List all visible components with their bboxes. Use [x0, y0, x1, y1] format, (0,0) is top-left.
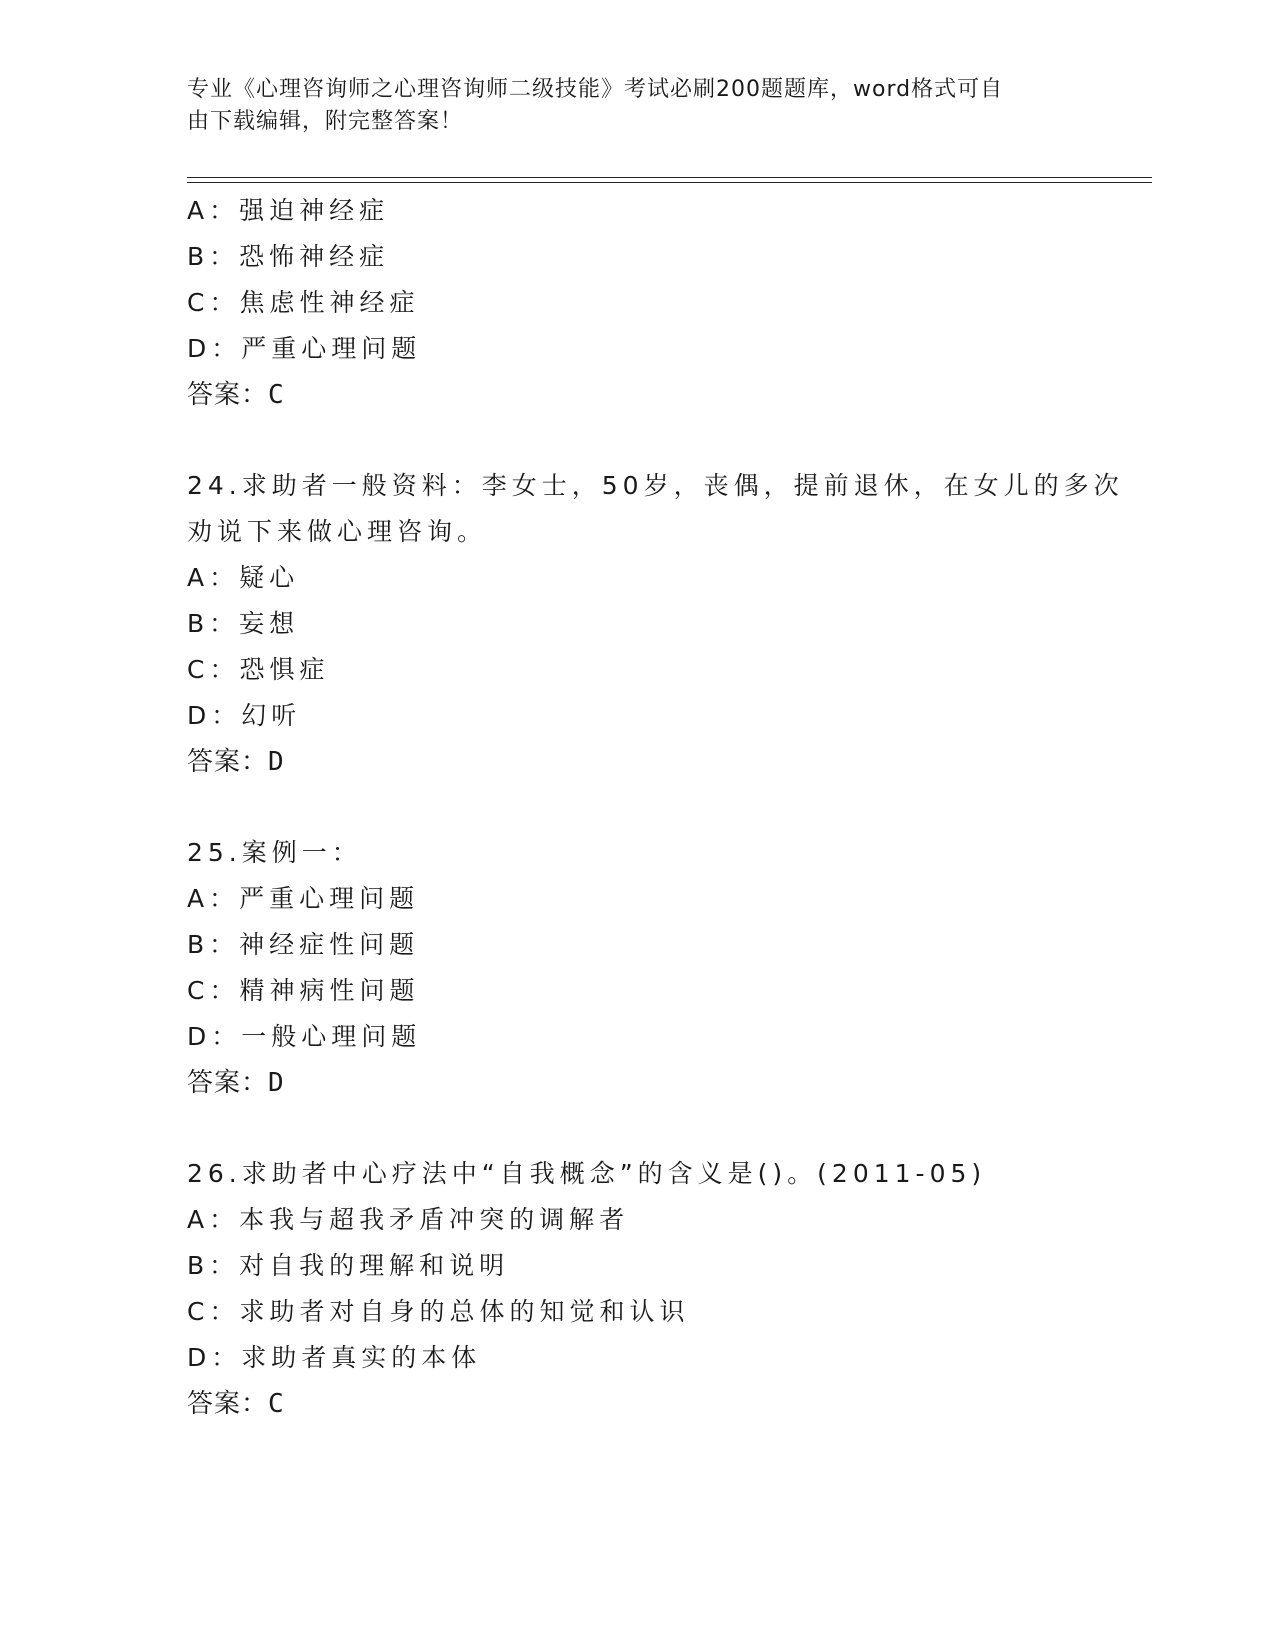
answer-line	[187, 1381, 1147, 1427]
header-line-2: 由下载编辑，附完整答案！	[187, 109, 464, 134]
answer-value: C	[268, 1389, 285, 1419]
option-a: A：疑心	[187, 563, 300, 592]
answer-label: 答案：	[187, 1068, 269, 1098]
option-a: A：本我与超我矛盾冲突的调解者	[187, 1205, 630, 1234]
answer-value: C	[268, 380, 285, 410]
option-b: B：妄想	[187, 609, 300, 638]
option-a: A：强迫神经症	[187, 196, 390, 225]
answer-label: 答案：	[187, 1389, 269, 1419]
document-header	[187, 74, 1067, 138]
header-divider-top	[187, 177, 1152, 178]
answer-line	[187, 1060, 1147, 1106]
question-stem-line-1: 24.求助者一般资料：李女士，50岁，丧偶，提前退休，在女儿的多次	[187, 471, 1124, 500]
option-b: B：神经症性问题	[187, 930, 420, 959]
option-d: D：幻听	[187, 701, 302, 730]
option-a: A：严重心理问题	[187, 884, 420, 913]
option-c: C：精神病性问题	[187, 976, 420, 1005]
answer-value: D	[268, 747, 285, 777]
question-stem-line-1: 25.案例一：	[187, 838, 362, 867]
question-list	[187, 188, 1147, 1427]
option-d: D：一般心理问题	[187, 1022, 422, 1051]
header-divider-bottom	[187, 182, 1152, 183]
answer-line	[187, 372, 1147, 418]
option-c: C：焦虑性神经症	[187, 288, 420, 317]
option-b: B：恐怖神经症	[187, 242, 390, 271]
option-b: B：对自我的理解和说明	[187, 1251, 510, 1280]
question-stem-line-1: 26.求助者中心疗法中“自我概念”的含义是()。(2011-05)	[187, 1159, 987, 1188]
option-d: D：严重心理问题	[187, 334, 422, 363]
answer-line	[187, 739, 1147, 785]
question-block-23	[187, 188, 1147, 418]
question-block-24	[187, 463, 1147, 785]
question-stem-line-2: 劝说下来做心理咨询。	[187, 517, 488, 546]
header-line-1: 专业《心理咨询师之心理咨询师二级技能》考试必刷200题题库，word格式可自	[187, 77, 1004, 102]
answer-value: D	[268, 1068, 285, 1098]
question-stem	[187, 1151, 1147, 1197]
option-c: C：恐惧症	[187, 655, 330, 684]
answer-label: 答案：	[187, 747, 269, 777]
question-stem	[187, 463, 1147, 555]
option-c: C：求助者对自身的总体的知觉和认识	[187, 1297, 690, 1326]
question-block-26	[187, 1151, 1147, 1427]
option-d: D：求助者真实的本体	[187, 1343, 482, 1372]
answer-label: 答案：	[187, 380, 269, 410]
question-stem	[187, 830, 1147, 876]
question-block-25	[187, 830, 1147, 1106]
